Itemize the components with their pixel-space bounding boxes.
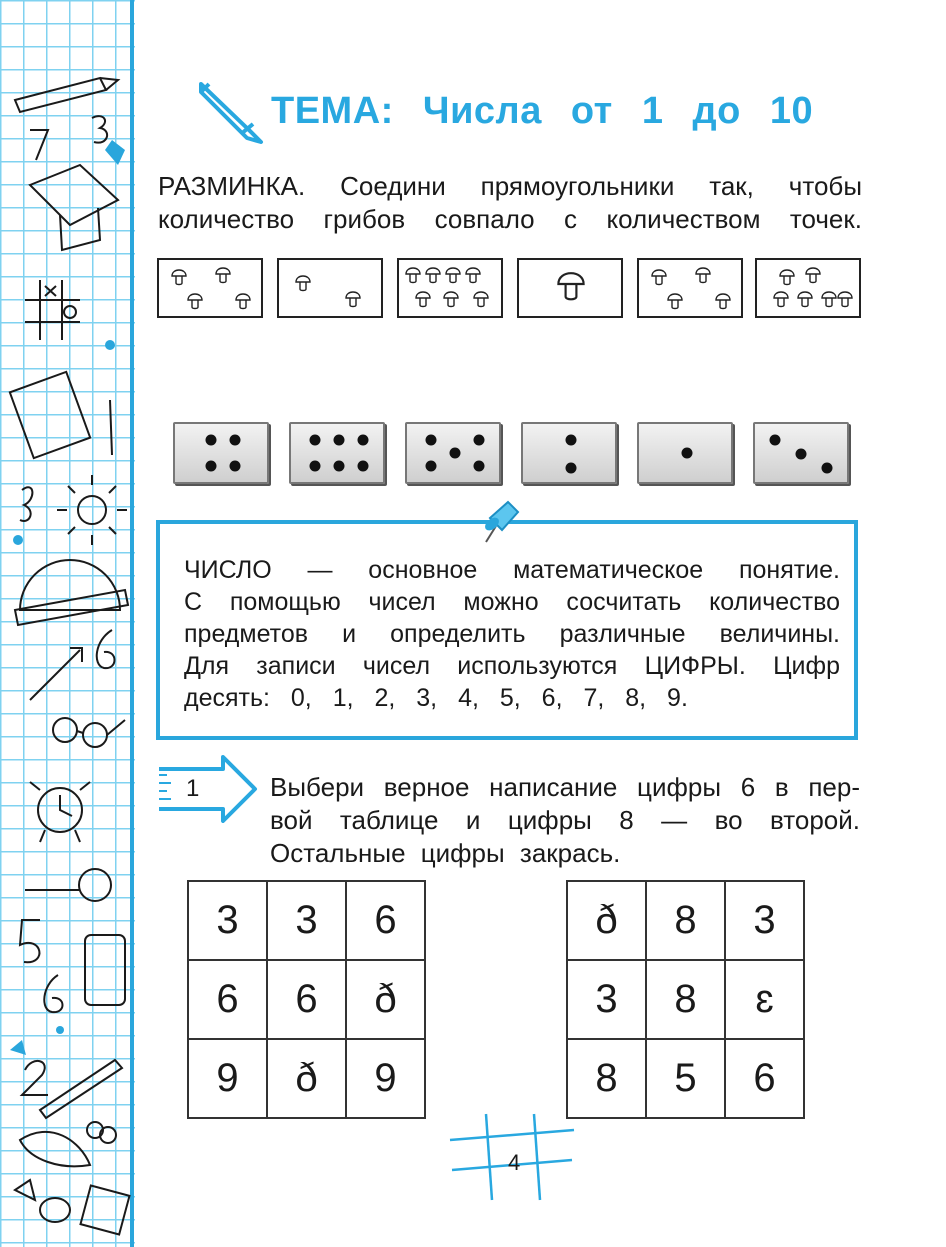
mushroom-icon	[446, 268, 460, 283]
mushroom-icon	[426, 268, 440, 283]
mushroom-box[interactable]	[157, 258, 263, 318]
definition-text	[184, 554, 840, 714]
mushroom-icon	[406, 268, 420, 283]
task-line: Выбери верное написание цифры 6 в пер-	[270, 772, 860, 802]
mushroom-box[interactable]	[637, 258, 743, 318]
mushroom-icon	[172, 270, 186, 285]
mushroom-icon	[558, 273, 583, 299]
mushroom-icon	[652, 270, 666, 285]
definition-line: десять: 0, 1, 2, 3, 4, 5, 6, 7, 8, 9.	[184, 684, 688, 712]
dot	[474, 435, 485, 446]
mushroom-icon	[696, 268, 710, 283]
definition-line: С помощью чисел можно сосчитать количество	[184, 588, 840, 616]
dot-card[interactable]	[405, 422, 501, 484]
warmup-line: РАЗМИНКА. Соедини прямоугольники так, чтобы	[158, 171, 862, 201]
definition-line: предметов и определить различные величины.	[184, 620, 840, 648]
mushroom-icon	[838, 292, 852, 307]
digit-cell[interactable]: 9	[346, 1039, 425, 1118]
digit-cell[interactable]: 6	[346, 881, 425, 960]
dot	[822, 463, 833, 474]
mushroom-icon	[774, 292, 788, 307]
digit-cell[interactable]: 5	[646, 1039, 725, 1118]
dot-card[interactable]	[289, 422, 385, 484]
dot	[334, 435, 345, 446]
dot	[310, 461, 321, 472]
mushroom-icon	[780, 270, 794, 285]
dot	[566, 463, 577, 474]
digit-cell[interactable]: 3	[725, 881, 804, 960]
digit-cell[interactable]: 6	[188, 960, 267, 1039]
dot	[206, 435, 217, 446]
digit-cell[interactable]: ð	[567, 881, 646, 960]
mushroom-box[interactable]	[277, 258, 383, 318]
digit-cell[interactable]: 3	[267, 881, 346, 960]
mushroom-icon	[444, 292, 458, 307]
dot-card[interactable]	[521, 422, 617, 484]
page-title: ТЕМА: Числа от 1 до 10	[271, 90, 814, 132]
task-line: Остальные цифры закрась.	[270, 838, 621, 868]
task-number-arrow	[157, 755, 261, 823]
digit-cell[interactable]: 8	[646, 960, 725, 1039]
dot	[230, 435, 241, 446]
pushpin-icon	[478, 496, 524, 546]
warmup-line: количество грибов совпало с количеством точек.	[158, 204, 862, 234]
pencil-icon	[195, 78, 269, 148]
mushroom-icon	[806, 268, 820, 283]
dot-card[interactable]	[637, 422, 733, 484]
dot	[230, 461, 241, 472]
mushroom-icon	[236, 294, 250, 309]
dot	[358, 435, 369, 446]
dot	[474, 461, 485, 472]
page-number: 4	[508, 1150, 521, 1175]
dot	[566, 435, 577, 446]
school-doodles-illustration	[0, 0, 135, 1247]
digit-cell[interactable]: 8	[567, 1039, 646, 1118]
definition-box	[156, 520, 858, 740]
digit-cell[interactable]: 3	[567, 960, 646, 1039]
digit-table-six	[187, 880, 426, 1119]
mushroom-icon	[416, 292, 430, 307]
task-instructions	[270, 771, 860, 870]
mushroom-icon	[216, 268, 230, 283]
dot	[450, 448, 461, 459]
mushroom-icon	[346, 292, 360, 307]
title-row	[185, 72, 825, 152]
dot-cards-row	[173, 422, 851, 486]
mushroom-icon	[474, 292, 488, 307]
dot	[310, 435, 321, 446]
mushroom-icon	[716, 294, 730, 309]
dot-card[interactable]	[173, 422, 269, 484]
definition-line: Для записи чисел используются ЦИФРЫ. Цифр	[184, 652, 840, 680]
mushroom-icon	[822, 292, 836, 307]
dot	[682, 448, 693, 459]
dot	[358, 461, 369, 472]
mushroom-box[interactable]	[517, 258, 623, 318]
digit-table-eight	[566, 880, 805, 1119]
mushroom-icon	[798, 292, 812, 307]
dot	[770, 435, 781, 446]
mushroom-icon	[466, 268, 480, 283]
definition-line: ЧИСЛО — основное математическое понятие.	[184, 556, 840, 584]
digit-cell[interactable]: 8	[646, 881, 725, 960]
digit-cell[interactable]: ð	[267, 1039, 346, 1118]
mushroom-box[interactable]	[755, 258, 861, 318]
dot-card[interactable]	[753, 422, 849, 484]
digit-cell[interactable]: ɛ	[725, 960, 804, 1039]
dot	[206, 461, 217, 472]
digit-cell[interactable]: ð	[346, 960, 425, 1039]
task-number: 1	[186, 775, 200, 802]
mushroom-icon	[668, 294, 682, 309]
dot	[426, 435, 437, 446]
dot	[426, 461, 437, 472]
digit-cell[interactable]: 9	[188, 1039, 267, 1118]
digit-cell[interactable]: 3	[188, 881, 267, 960]
mushroom-box[interactable]	[397, 258, 503, 318]
dot	[334, 461, 345, 472]
mushroom-boxes-row	[157, 258, 863, 322]
digit-cell[interactable]: 6	[267, 960, 346, 1039]
mushroom-icon	[188, 294, 202, 309]
dot	[796, 449, 807, 460]
warmup-instructions	[158, 170, 862, 236]
task-line: вой таблице и цифры 8 — во второй.	[270, 805, 860, 835]
mushroom-icon	[296, 276, 310, 291]
digit-cell[interactable]: 6	[725, 1039, 804, 1118]
